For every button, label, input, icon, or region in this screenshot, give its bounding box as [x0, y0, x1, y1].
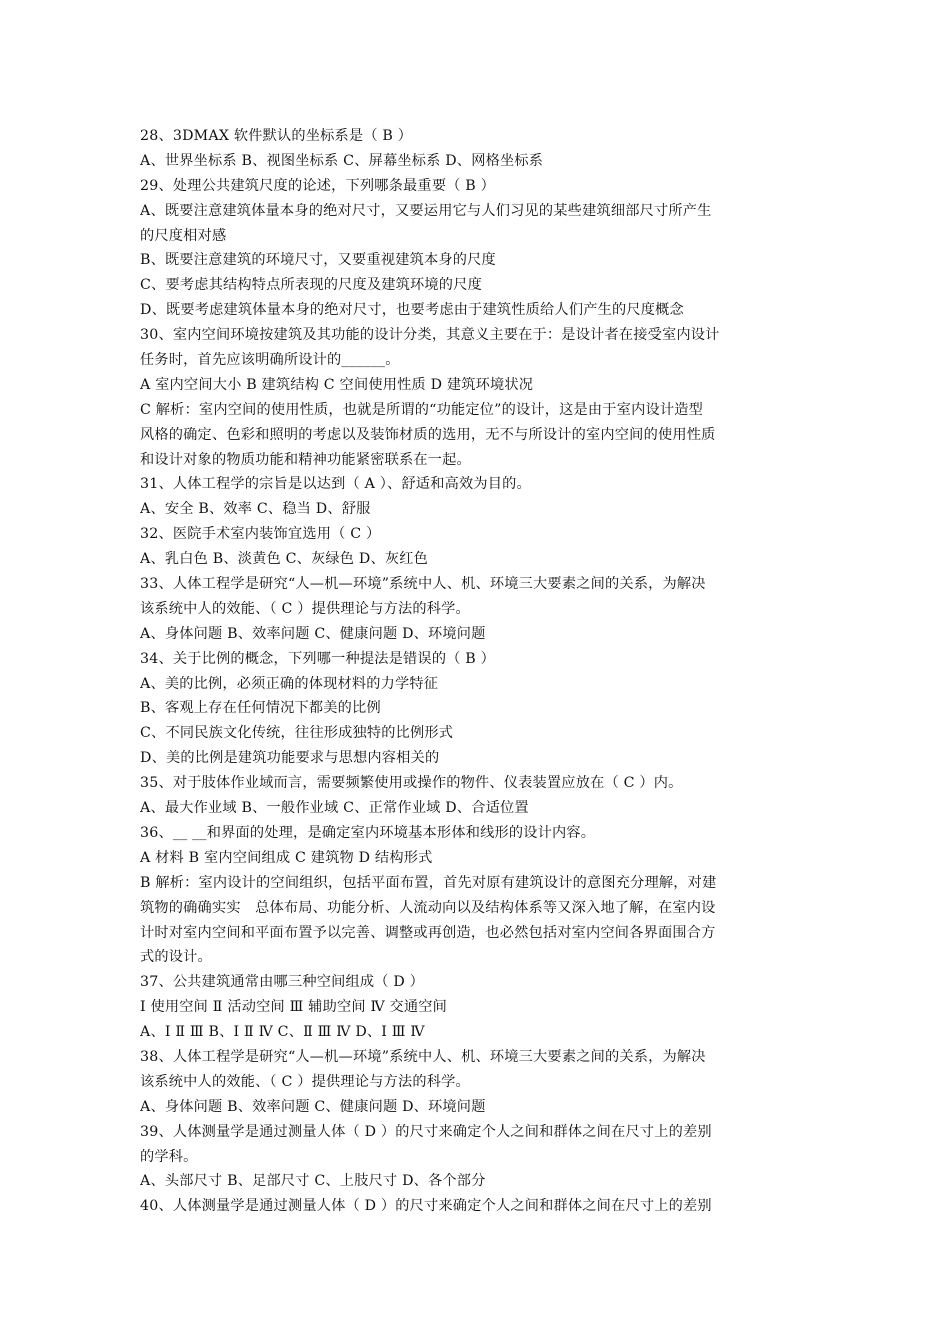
text-line: 的尺度相对感: [140, 227, 227, 244]
text-line: C 解析：室内空间的使用性质，也就是所谓的“功能定位”的设计，这是由于室内设计造型: [140, 401, 704, 418]
text-line: A、Ⅰ Ⅱ Ⅲ B、Ⅰ Ⅱ Ⅳ C、Ⅱ Ⅲ Ⅳ D、Ⅰ Ⅲ Ⅳ: [140, 1024, 425, 1041]
text-line: 32、医院手术室内装饰宜选用（ C ）: [140, 526, 381, 543]
document-page: [140, 124, 820, 1219]
text-line: A、身体问题 B、效率问题 C、健康问题 D、环境问题: [140, 1098, 486, 1115]
text-line: 38、人体工程学是研究“人—机—环境”系统中人、机、环境三大要素之间的关系，为解决: [140, 1048, 706, 1065]
text-line: 任务时，首先应该明确所设计的______。: [140, 352, 400, 369]
text-line: D、既要考虑建筑体量本身的绝对尺寸，也要考虑由于建筑性质给人们产生的尺度概念: [140, 302, 684, 319]
text-line: A、头部尺寸 B、足部尺寸 C、上肢尺寸 D、各个部分: [140, 1173, 486, 1190]
text-line: 和设计对象的物质功能和精神功能紧密联系在一起。: [140, 451, 471, 468]
text-line: A、美的比例，必须正确的体现材料的力学特征: [140, 675, 439, 692]
text-line: B、客观上存在任何情况下都美的比例: [140, 700, 381, 717]
text-line: A、既要注意建筑体量本身的绝对尺寸，又要运用它与人们习见的某些建筑细部尺寸所产生: [140, 202, 712, 219]
text-line: 35、对于肢体作业域而言，需要频繁使用或操作的物件、仪表装置应放在（ C ）内。: [140, 775, 683, 792]
text-line: A、身体问题 B、效率问题 C、健康问题 D、环境问题: [140, 625, 486, 642]
text-line: 风格的确定、色彩和照明的考虑以及装饰材质的选用，无不与所设计的室内空间的使用性质: [140, 426, 716, 443]
text-line: Ⅰ 使用空间 Ⅱ 活动空间 Ⅲ 辅助空间 Ⅳ 交通空间: [140, 999, 448, 1016]
text-line: 34、关于比例的概念，下列哪一种提法是错误的（ B ）: [140, 650, 496, 667]
text-line: A 室内空间大小 B 建筑结构 C 空间使用性质 D 建筑环境状况: [140, 376, 534, 393]
text-line: 式的设计。: [140, 949, 212, 966]
text-line: 28、3DMAX 软件默认的坐标系是（ B ）: [140, 128, 413, 144]
text-line: 37、公共建筑通常由哪三种空间组成（ D ）: [140, 974, 425, 991]
text-line: C、要考虑其结构特点所表现的尺度及建筑环境的尺度: [140, 277, 482, 294]
text-line: A、乳白色 B、淡黄色 C、灰绿色 D、灰红色: [140, 551, 429, 568]
text-line: C、不同民族文化传统，往往形成独特的比例形式: [140, 725, 454, 742]
text-line: A 材料 B 室内空间组成 C 建筑物 D 结构形式: [140, 849, 433, 866]
text-line: 39、人体测量学是通过测量人体（ D ）的尺寸来确定个人之间和群体之间在尺寸上的差别: [140, 1123, 712, 1140]
text-line: 33、人体工程学是研究“人—机—环境”系统中人、机、环境三大要素之间的关系，为解决: [140, 576, 706, 593]
text-line: A、安全 B、效率 C、稳当 D、舒服: [140, 501, 371, 518]
text-line: 的学科。: [140, 1148, 198, 1165]
text-line: 40、人体测量学是通过测量人体（ D ）的尺寸来确定个人之间和群体之间在尺寸上的差别: [140, 1198, 712, 1215]
text-line: A、最大作业域 B、一般作业域 C、正常作业域 D、合适位置: [140, 800, 529, 817]
text-line: 30、室内空间环境按建筑及其功能的设计分类，其意义主要在于：是设计者在接受室内设计: [140, 327, 720, 344]
text-line: B、既要注意建筑的环境尺寸，又要重视建筑本身的尺度: [140, 252, 496, 269]
text-line: 29、处理公共建筑尺度的论述，下列哪条最重要（ B ）: [140, 177, 496, 194]
text-line: D、美的比例是建筑功能要求与思想内容相关的: [140, 750, 440, 767]
text-line: 筑物的确确实实 总体布局、功能分析、人流动向以及结构体系等又深入地了解，在室内设: [140, 899, 716, 916]
text-line: 36、__ __和界面的处理，是确定室内环境基本形体和线形的设计内容。: [140, 824, 596, 841]
text-line: B 解析：室内设计的空间组织，包括平面布置，首先对原有建筑设计的意图充分理解，对建: [140, 874, 717, 891]
text-line: 该系统中人的效能、（ C ）提供理论与方法的科学。: [140, 1073, 470, 1090]
text-line: A、世界坐标系 B、视图坐标系 C、屏幕坐标系 D、网格坐标系: [140, 152, 544, 169]
text-line: 31、人体工程学的宗旨是以达到（ A ）、舒适和高效为目的。: [140, 476, 531, 493]
text-line: 该系统中人的效能、（ C ）提供理论与方法的科学。: [140, 600, 470, 617]
text-line: 计时对室内空间和平面布置予以完善、调整或再创造，也必然包括对室内空间各界面围合方: [140, 924, 716, 941]
